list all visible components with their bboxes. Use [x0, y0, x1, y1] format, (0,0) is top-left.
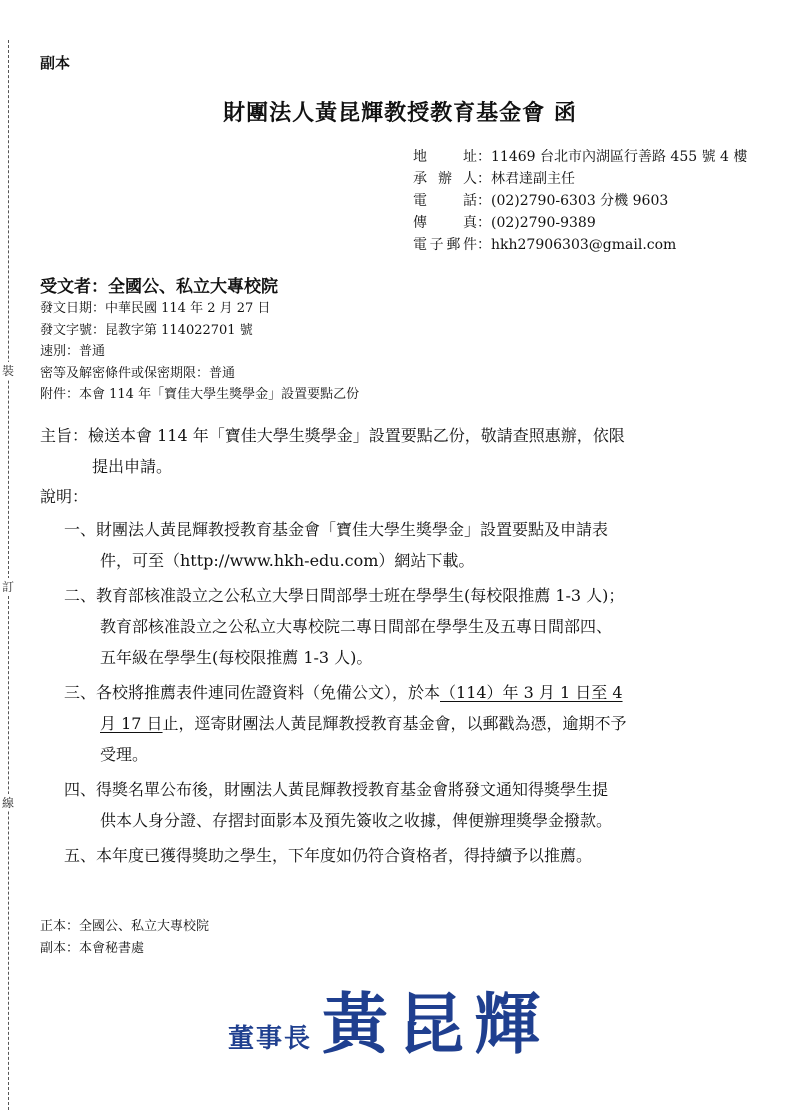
recipient: 受文者：全國公、私立大專校院 — [40, 277, 278, 297]
sender-label: 電子郵件 — [413, 237, 477, 253]
distribution — [40, 916, 209, 959]
deadline-end: 月 17 日 — [100, 714, 163, 733]
explanation-title: 說明： — [40, 487, 89, 506]
item-line: 供本人身分證、存摺封面影本及預先簽收之收據，俾便辦理獎學金撥款。 — [100, 811, 613, 830]
sender-phone: (02)2790-6303 分機 9603 — [491, 193, 669, 209]
signature-name: 黃昆輝 — [322, 985, 551, 1063]
signature-title: 董事長 — [228, 1024, 313, 1054]
item-line: 件，可至（http://www.hkh-edu.com）網站下載。 — [100, 551, 475, 570]
sender-email: hkh27906303@gmail.com — [491, 237, 677, 253]
explanation-item-5 — [64, 840, 784, 871]
security-level: 密等及解密條件或保密期限：普通 — [40, 365, 236, 381]
explanation-item-1 — [64, 514, 784, 576]
explanation-item-3 — [64, 677, 784, 770]
sender-label: 電話 — [413, 193, 477, 209]
sender-handler: 林君達副主任 — [491, 171, 575, 187]
sender-label: 傳真 — [413, 215, 477, 231]
document-number: 發文字號：昆教字第 114022701 號 — [40, 322, 253, 338]
item-line: 受理。 — [100, 745, 149, 764]
item-line — [64, 708, 784, 739]
explanation-item-2 — [64, 580, 784, 673]
item-line: 五、本年度已獲得獎助之學生，下年度如仍符合資格者，得持續予以推薦。 — [64, 846, 593, 865]
issue-date: 發文日期：中華民國 114 年 2 月 27 日 — [40, 301, 271, 316]
sender-info — [413, 146, 747, 256]
binding-line — [8, 40, 9, 1110]
sender-label: 承辦人 — [413, 171, 477, 187]
sender-label: 地址 — [413, 149, 477, 165]
sender-fax: (02)2790-9389 — [491, 215, 596, 231]
document-meta — [40, 298, 359, 406]
item-text: 三、各校將推薦表件連同佐證資料（免備公文），於本 — [64, 683, 441, 702]
explanation-items — [64, 514, 784, 875]
explanation-item-4 — [64, 774, 784, 836]
item-line — [64, 677, 784, 708]
subject — [40, 420, 780, 482]
item-text: 止，逕寄財團法人黃昆輝教授教育基金會，以郵戳為憑，逾期不予 — [162, 714, 627, 733]
binding-char-xian: 線 — [1, 796, 14, 810]
sender-handler-row: 承辦人 ： 林君達副主任 — [413, 168, 747, 190]
sender-address: 11469 台北市內湖區行善路 455 號 4 樓 — [491, 149, 748, 165]
subject-line: 主旨：檢送本會 114 年「寶佳大學生獎學金」設置要點乙份，敬請查照惠辦，依限 — [40, 426, 625, 445]
item-line: 四、得獎名單公布後，財團法人黃昆輝教授教育基金會將發文通知得獎學生提 — [64, 780, 609, 799]
sender-address-row: 地址 ： 11469 台北市內湖區行善路 455 號 4 樓 — [413, 146, 747, 168]
binding-char-zhuang: 裝 — [1, 364, 14, 378]
deadline-start: （114）年 3 月 1 日至 4 — [440, 683, 623, 702]
binding-char-ding: 訂 — [1, 580, 14, 594]
signature — [228, 985, 550, 1063]
copy-label: 副本 — [40, 54, 71, 72]
document-title: 財團法人黃昆輝教授教育基金會 函 — [223, 100, 577, 126]
item-line: 一、財團法人黃昆輝教授教育基金會「寶佳大學生獎學金」設置要點及申請表 — [64, 520, 609, 539]
sender-fax-row: 傳真 ： (02)2790-9389 — [413, 212, 747, 234]
attachment: 附件：本會 114 年「寶佳大學生獎學金」設置要點乙份 — [40, 387, 360, 402]
item-line: 教育部核准設立之公私立大專校院二專日間部在學學生及五專日間部四、 — [100, 617, 613, 636]
item-line: 二、教育部核准設立之公私立大學日間部學士班在學學生(每校限推薦 1-3 人)； — [64, 586, 625, 605]
subject-line: 提出申請。 — [92, 457, 173, 476]
sender-phone-row: 電話 ： (02)2790-6303 分機 9603 — [413, 190, 747, 212]
item-line: 五年級在學學生(每校限推薦 1-3 人)。 — [100, 648, 373, 667]
distribution-copy: 副本：本會秘書處 — [40, 940, 145, 956]
speed-class: 速別：普通 — [40, 344, 106, 359]
distribution-main: 正本：全國公、私立大專校院 — [40, 919, 210, 934]
sender-email-row: 電子郵件 ： hkh27906303@gmail.com — [413, 234, 747, 256]
